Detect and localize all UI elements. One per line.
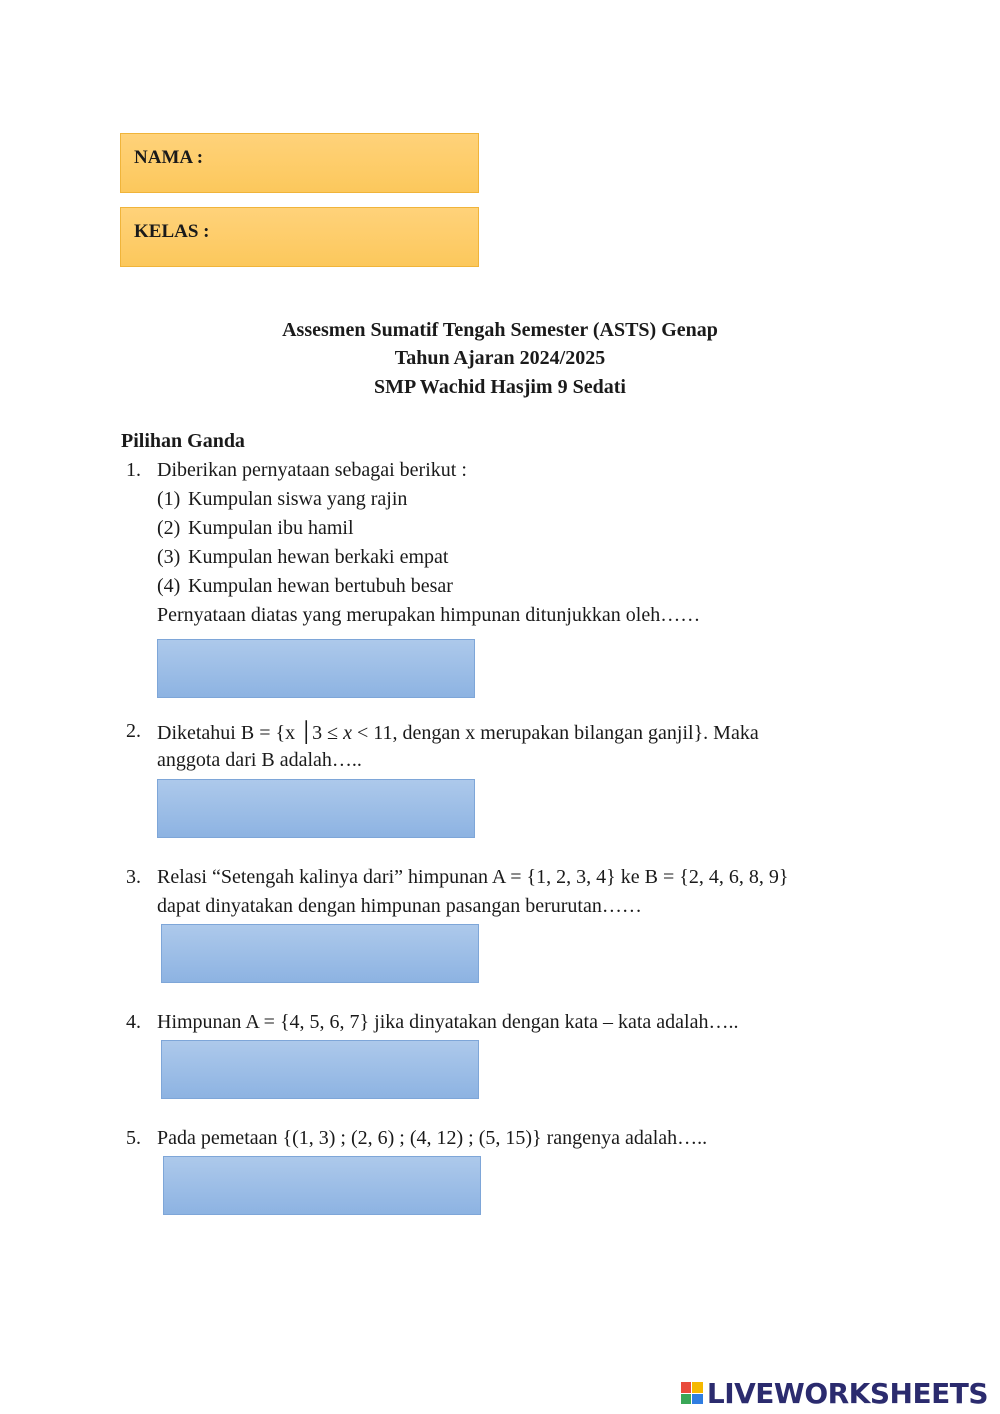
title-line-2: Tahun Ajaran 2024/2025 bbox=[394, 347, 606, 369]
question-number: 2. bbox=[126, 720, 141, 742]
logo-mark-icon bbox=[681, 1382, 703, 1404]
option-text: Kumpulan ibu hamil bbox=[188, 517, 354, 539]
section-title: Pilihan Ganda bbox=[121, 430, 245, 452]
question-number: 5. bbox=[126, 1127, 141, 1149]
text-part: < 11, dengan x merupakan bilangan ganjil}. Maka bbox=[352, 722, 759, 744]
option-text: Kumpulan hewan berkaki empat bbox=[188, 546, 449, 568]
question-text bbox=[157, 720, 759, 745]
option-text: Kumpulan hewan bertubuh besar bbox=[188, 575, 453, 597]
kelas-field[interactable] bbox=[120, 207, 479, 267]
question-text: Diberikan pernyataan sebagai berikut : bbox=[157, 459, 467, 481]
answer-box-2[interactable] bbox=[157, 779, 475, 838]
question-text: Relasi “Setengah kalinya dari” himpunan A = {1, 2, 3, 4} ke B = {2, 4, 6, 8, 9} bbox=[157, 866, 789, 888]
answer-box-4[interactable] bbox=[161, 1040, 479, 1099]
title-line-1: Assesmen Sumatif Tengah Semester (ASTS) Genap bbox=[282, 319, 718, 341]
logo-text: LIVEWORKSHEETS bbox=[706, 1376, 988, 1410]
nama-label: NAMA : bbox=[134, 147, 204, 168]
question-prompt: Pernyataan diatas yang merupakan himpunan ditunjukkan oleh…… bbox=[157, 604, 701, 626]
question-text: Himpunan A = {4, 5, 6, 7} jika dinyatakan dengan kata – kata adalah….. bbox=[157, 1011, 739, 1033]
question-number: 1. bbox=[126, 459, 141, 481]
math-variable: x bbox=[343, 722, 353, 744]
nama-field[interactable] bbox=[120, 133, 479, 193]
option-number: (4) bbox=[157, 575, 181, 597]
answer-box-5[interactable] bbox=[163, 1156, 481, 1215]
question-text-line-2: anggota dari B adalah….. bbox=[157, 749, 362, 771]
question-text-line-2: dapat dinyatakan dengan himpunan pasangan berurutan…… bbox=[157, 895, 642, 917]
option-number: (2) bbox=[157, 517, 181, 539]
question-text: Pada pemetaan {(1, 3) ; (2, 6) ; (4, 12) ; (5, 15)} rangenya adalah….. bbox=[157, 1127, 708, 1149]
option-text: Kumpulan siswa yang rajin bbox=[188, 488, 408, 510]
option-number: (3) bbox=[157, 546, 181, 568]
option-number: (1) bbox=[157, 488, 181, 510]
title-line-3: SMP Wachid Hasjim 9 Sedati bbox=[374, 376, 626, 398]
question-number: 3. bbox=[126, 866, 141, 888]
kelas-label: KELAS : bbox=[134, 221, 210, 242]
text-part: Diketahui B = {x bbox=[157, 722, 301, 744]
answer-box-1[interactable] bbox=[157, 639, 475, 698]
liveworksheets-logo[interactable] bbox=[681, 1378, 988, 1408]
answer-box-3[interactable] bbox=[161, 924, 479, 983]
text-part: 3 ≤ bbox=[312, 722, 344, 744]
question-number: 4. bbox=[126, 1011, 141, 1033]
set-builder-bar: │ bbox=[300, 720, 313, 744]
